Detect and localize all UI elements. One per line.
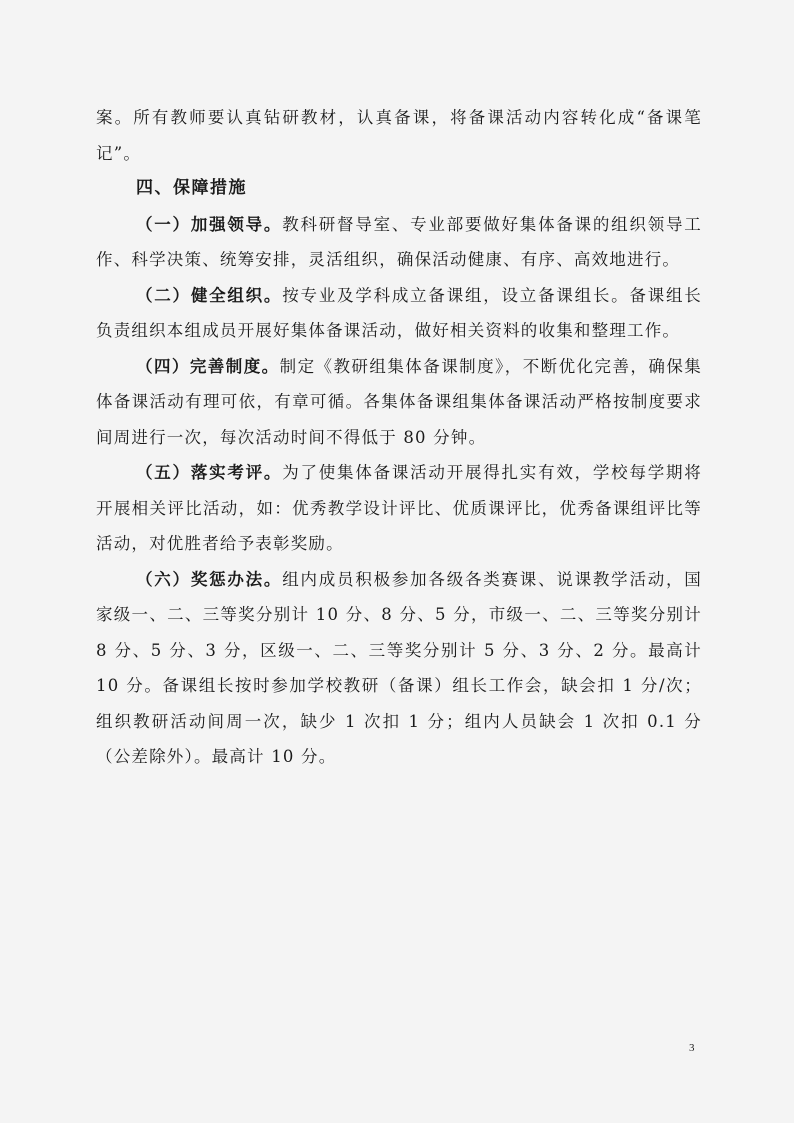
measure-paragraph-2 <box>96 278 702 349</box>
document-body <box>96 100 702 775</box>
measure-lead-4: （四）完善制度。 <box>136 356 280 376</box>
measure-text-5: 为了使集体备课活动开展得扎实有效，学校每学期将开展相关评比活动，如：优秀教学设计评比、优质课评比，优秀备课组评比等活动，对优胜者给予表彰奖励。 <box>96 463 702 553</box>
intro-continuation-paragraph <box>96 100 702 171</box>
measure-paragraph-1 <box>96 207 702 278</box>
measure-lead-2: （二）健全组织。 <box>136 285 283 305</box>
measure-text-2: 按专业及学科成立备课组，设立备课组长。备课组长负责组织本组成员开展好集体备课活动，做好相关资料的收集和整理工作。 <box>96 285 702 340</box>
measure-text-6: 组内成员积极参加各级各类赛课、说课教学活动，国家级一、二、三等奖分别计 10 分、8 分、5 分，市级一、二、三等奖分别计 8 分、5 分、3 分，区级一、二、三等奖分别计 5 分、3 分、2 分。最高计 10 分。备课组长按时参加学校教研（备课）组长工作会，缺会扣 1 分/次；组织教研活动间周一次，缺少 1 次扣 1 分；组内人员缺会 1 次扣 0.1 分（公差除外）。最高计 10 分。 <box>96 569 702 766</box>
section-heading: 四、保障措施 <box>136 178 247 198</box>
page-number: 3 <box>689 1042 695 1054</box>
measure-lead-5: （五）落实考评。 <box>136 463 283 482</box>
measure-text-4: 制定《教研组集体备课制度》，不断优化完善，确保集体备课活动有理可依，有章可循。各集体备课组集体备课活动严格按制度要求间周进行一次，每次活动时间不得低于 80 分钟。 <box>96 356 702 447</box>
measure-paragraph-6 <box>96 562 702 775</box>
measure-paragraph-5 <box>96 455 702 562</box>
measure-text-1: 教科研督导室、专业部要做好集体备课的组织领导工作、科学决策、统筹安排，灵活组织，确保活动健康、有序、高效地进行。 <box>96 214 702 269</box>
measure-lead-1: （一）加强领导。 <box>136 214 283 234</box>
intro-continuation-text: 案。所有教师要认真钻研教材，认真备课，将备课活动内容转化成“备课笔记”。 <box>96 108 702 163</box>
measure-lead-6: （六）奖惩办法。 <box>136 569 283 589</box>
measure-paragraph-4 <box>96 349 702 456</box>
